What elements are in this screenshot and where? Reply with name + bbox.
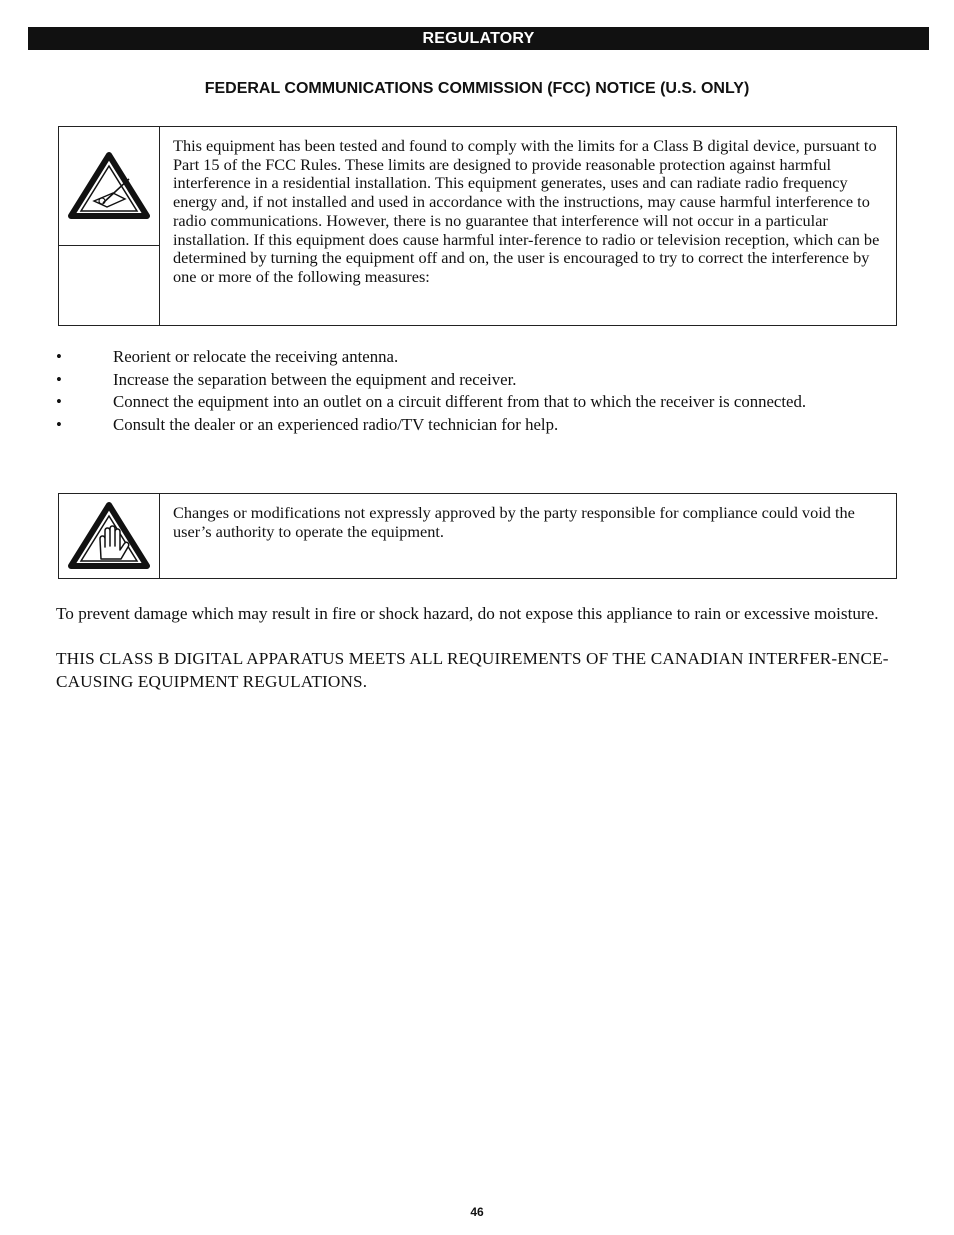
canadian-compliance-paragraph: THIS CLASS B DIGITAL APPARATUS MEETS ALL REQUIREMENTS OF THE CANADIAN INTERFER-ENCE-CAUSING EQUIPMENT REGULATIONS. — [56, 649, 889, 691]
section-header-bar — [28, 27, 929, 50]
notice-icon-empty-cell — [59, 246, 159, 325]
page-title: FEDERAL COMMUNICATIONS COMMISSION (FCC) NOTICE (U.S. ONLY) — [204, 80, 750, 97]
bullet-mark: • — [56, 414, 62, 434]
notice-icon-cell — [59, 494, 159, 578]
modification-warning-text: Changes or modifications not expressly approved by the party responsible for compliance could void the user’s authority to operate the equipment. — [173, 503, 855, 541]
list-item-text: Consult the dealer or an experienced radio/TV technician for help. — [113, 414, 559, 434]
bullet-mark: • — [56, 347, 62, 366]
notice-icon-column — [59, 127, 160, 325]
modification-warning-box — [58, 493, 897, 579]
notice-icon-column — [59, 494, 160, 578]
list-item-text: Connect the equipment into an outlet on a circuit different from that to which the receiver is connected. — [113, 392, 807, 411]
moisture-warning-paragraph: To prevent damage which may result in fire or shock hazard, do not expose this appliance to rain or excessive moisture. — [56, 604, 879, 623]
list-item — [56, 369, 876, 392]
warning-note-icon — [67, 151, 151, 221]
notice-icon-cell — [59, 127, 159, 246]
list-item-text: Reorient or relocate the receiving antenna. — [113, 347, 399, 366]
fcc-notice-box — [58, 126, 897, 326]
section-label: REGULATORY — [422, 30, 535, 47]
warning-hand-icon — [67, 501, 151, 571]
list-item — [56, 414, 876, 437]
page-number: 46 — [470, 1205, 484, 1219]
list-item — [56, 391, 876, 414]
interference-measures-list — [56, 346, 876, 436]
bullet-mark: • — [56, 392, 62, 411]
list-item — [56, 346, 876, 369]
fcc-notice-text: This equipment has been tested and found to comply with the limits for a Class B digital device, pursuant to Part 15 of the FCC Rules. These limits are designed to provide reasonable protection against harmful interference in a residential installation. This equipment generates, uses and can radiate radio frequency energy and, if not installed and used in accordance with the instructions, may cause harmful interference to radio communications. However, there is no guarantee that interference will not occur in a particular installation. If this equipment does cause harmful inter-ference to radio or television reception, which can be determined by turning the equipment off and on, the user is encouraged to try to correct the interference by one or more of the following measures: — [173, 136, 880, 286]
list-item-text: Increase the separation between the equipment and receiver. — [113, 369, 517, 389]
bullet-mark: • — [56, 369, 62, 389]
